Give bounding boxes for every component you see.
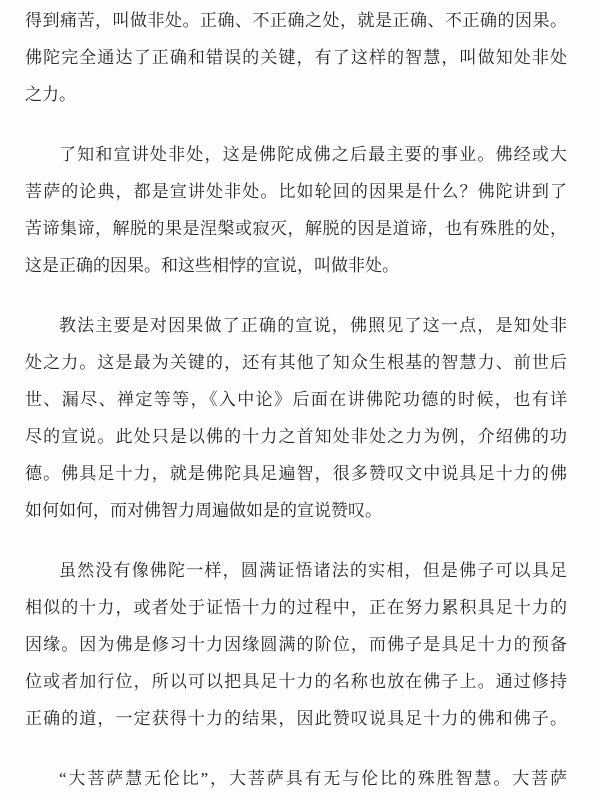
- text-line: 这是正确的因果。和这些相悖的宣说，叫做非处。: [25, 256, 399, 275]
- text-line: 世、漏尽、禅定等等，《入中论》后面在讲佛陀功德的时候，也有详: [25, 390, 567, 409]
- text-line: 教法主要是对因果做了正确的宣说，佛照见了这一点，是知处非: [59, 316, 567, 335]
- text-line: 之力。: [25, 85, 76, 104]
- text-line: 菩萨的论典，都是宣讲处非处。比如轮回的因果是什么？佛陀讲到了: [25, 182, 567, 201]
- text-line: 苦谛集谛，解脱的果是涅槃或寂灭，解脱的因是道谛，也有殊胜的处，: [25, 219, 567, 238]
- text-line: 位或者加行位，所以可以把具足十力的名称也放在佛子上。通过修持: [25, 672, 567, 691]
- text-line: 尽的宣说。此处只是以佛的十力之首知处非处之力为例，介绍佛的功: [25, 427, 567, 446]
- text-line: 佛陀完全通达了正确和错误的关键，有了这样的智慧，叫做知处非处: [25, 48, 567, 67]
- text-line: 虽然没有像佛陀一样，圆满证悟诸法的实相，但是佛子可以具足: [59, 561, 567, 580]
- paragraph: [25, 2, 567, 113]
- text-line: “大菩萨慧无伦比”，大菩萨具有无与伦比的殊胜智慧。大菩萨: [59, 769, 567, 788]
- paragraph: [25, 136, 567, 284]
- text-line: 因缘。因为佛是修习十力因缘圆满的阶位，而佛子是具足十力的预备: [25, 635, 567, 654]
- text-line: 相似的十力，或者处于证悟十力的过程中，正在努力累积具足十力的: [25, 598, 567, 617]
- paragraph: [25, 552, 567, 737]
- text-line: 处之力。这是最为关键的，还有其他了知众生根基的智慧力、前世后: [25, 353, 567, 372]
- text-line: 正确的道，一定获得十力的结果，因此赞叹说具足十力的佛和佛子。: [25, 709, 567, 728]
- text-line: 德。佛具足十力，就是佛陀具足遍智，很多赞叹文中说具足十力的佛: [25, 464, 567, 483]
- text-line: 了知和宣讲处非处，这是佛陀成佛之后最主要的事业。佛经或大: [59, 145, 567, 164]
- text-line: 得到痛苦，叫做非处。正确、不正确之处，就是正确、不正确的因果。: [25, 11, 567, 30]
- paragraph: [25, 307, 567, 529]
- paragraph: [25, 760, 567, 797]
- text-line: 如何如何，而对佛智力周遍做如是的宣说赞叹。: [25, 501, 382, 520]
